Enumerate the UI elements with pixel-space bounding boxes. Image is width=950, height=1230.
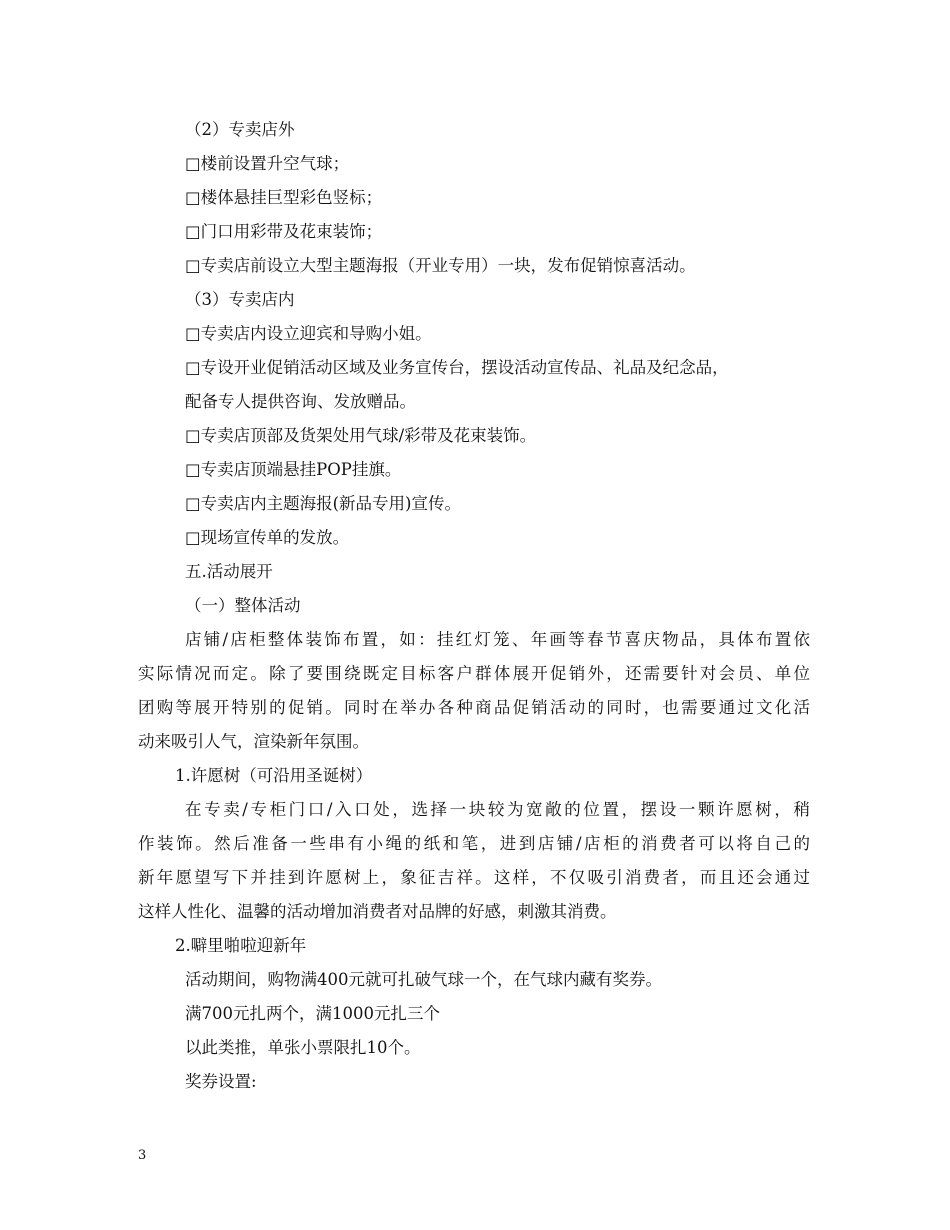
list-item-continuation: 配备专人提供咨询、发放赠品。 — [185, 392, 416, 411]
list-item: □现场宣传单的发放。 — [185, 528, 350, 547]
list-item: □门口用彩带及花束装饰； — [185, 222, 383, 241]
paragraph-line: 新年愿望写下并挂到许愿树上，象征吉祥。这样，不仅吸引消费者，而且还会通过 — [138, 868, 810, 887]
paragraph-line: 实际情况而定。除了要围绕既定目标客户群体展开促销外，还需要针对会员、单位 — [138, 664, 810, 683]
subsection-heading: （一）整体活动 — [185, 596, 301, 615]
list-item: □专卖店顶端悬挂POP挂旗。 — [185, 460, 402, 479]
subsection-heading: （3）专卖店内 — [185, 290, 295, 309]
paragraph-line: 动来吸引人气，渲染新年氛围。 — [138, 732, 369, 751]
paragraph-line: 以此类推，单张小票限扎10个。 — [185, 1038, 421, 1057]
paragraph-line: 在专卖/专柜门口/入口处，选择一块较为宽敞的位置，摆设一颗许愿树，稍 — [185, 800, 810, 819]
paragraph-line: 团购等展开特别的促销。同时在举办各种商品促销活动的同时，也需要通过文化活 — [138, 698, 810, 717]
list-item: □专设开业促销活动区域及业务宣传台，摆设活动宣传品、礼品及纪念品， — [185, 358, 729, 377]
paragraph-line: 这样人性化、温馨的活动增加消费者对品牌的好感，刺激其消费。 — [138, 902, 617, 921]
list-item: □楼前设置升空气球； — [185, 154, 350, 173]
paragraph-line: 店铺/店柜整体装饰布置，如：挂红灯笼、年画等春节喜庆物品，具体布置依 — [185, 630, 810, 649]
list-item: □专卖店前设立大型主题海报（开业专用）一块，发布促销惊喜活动。 — [185, 256, 696, 275]
paragraph-line: 满700元扎两个，满1000元扎三个 — [185, 1004, 440, 1023]
list-item: □专卖店内主题海报(新品专用)宣传。 — [185, 494, 461, 513]
page-number: 3 — [138, 1148, 147, 1163]
item-heading: 1.许愿树（可沿用圣诞树） — [175, 766, 373, 785]
list-item: □专卖店顶部及货架处用气球/彩带及花束装饰。 — [185, 426, 537, 445]
item-heading: 2.噼里啪啦迎新年 — [175, 936, 307, 955]
paragraph-line: 奖券设置: — [185, 1072, 257, 1091]
list-item: □专卖店内设立迎宾和导购小姐。 — [185, 324, 432, 343]
paragraph-line: 作装饰。然后准备一些串有小绳的纸和笔，进到店铺/店柜的消费者可以将自己的 — [138, 834, 810, 853]
subsection-heading: （2）专卖店外 — [185, 120, 295, 139]
paragraph-line: 活动期间，购物满400元就可扎破气球一个，在气球内藏有奖券。 — [185, 970, 662, 989]
section-heading: 五.活动展开 — [185, 562, 273, 581]
list-item: □楼体悬挂巨型彩色竖标； — [185, 188, 383, 207]
